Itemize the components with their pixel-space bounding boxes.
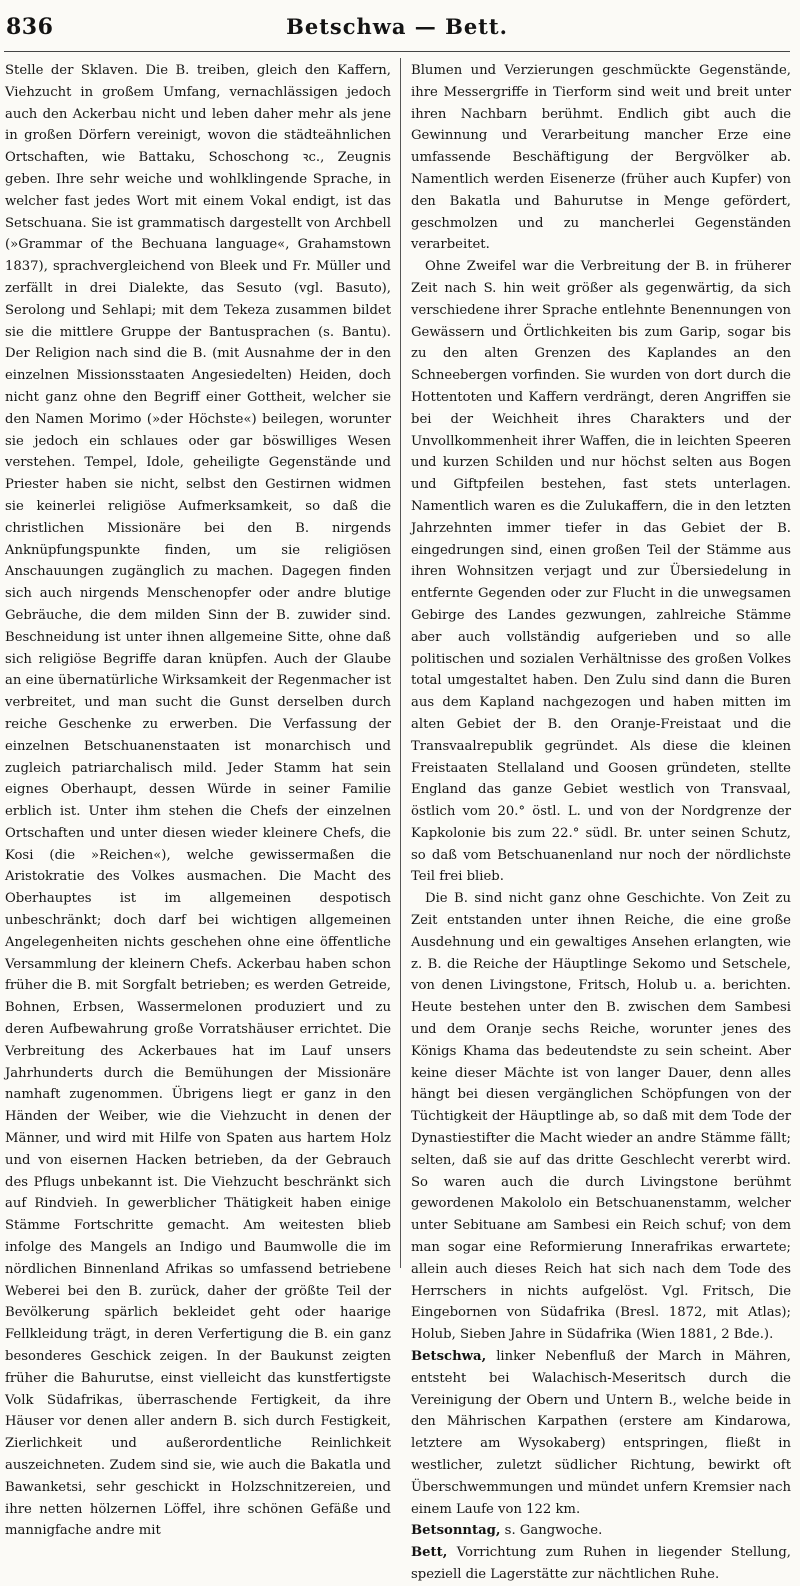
page-number: 836 (6, 14, 54, 40)
entry-text: linker Nebenfluß der March in Mähren, entsteht bei Walachisch-Meseritsch durch die Vereinigung der Obern und Untern B., welche beide in den Mährischen Karpathen (erstere am Kindarowa, letztere am Wysokaberg) entspringen, fließt in westlicher, zuletzt südlicher Richtung, bewirkt oft Überschwemmungen und mündet unfern Kremsier nach einem Laufe von 122 km. (411, 1349, 791, 1517)
paragraph: Stelle der Sklaven. Die B. treiben, gleich den Kaffern, Viehzucht in großem Umfang, vernachlässigen jedoch auch den Ackerbau nicht und leben daher mehr als jene in großen Dörfern vereinigt, wovon die städteähnlichen Ortschaften, wie Battaku, Schoschong ꝛc., Zeugnis geben. Ihre sehr weiche und wohlklingende Sprache, in welcher fast jedes Wort mit einem Vokal endigt, ist das Setschuana. Sie ist grammatisch dargestellt von Archbell (»Grammar of the Bechuana language«, Grahamstown 1837), sprachvergleichend von Bleek und Fr. Müller und zerfällt in drei Dialekte, das Sesuto (vgl. Basuto), Serolong und Sehlapi; mit dem Tekeza zusammen bildet sie die mittlere Gruppe der Bantusprachen (s. Bantu). Der Religion nach sind die B. (mit Ausnahme der in den einzelnen Missionsstaaten Angesiedelten) Heiden, doch nicht ganz ohne den Begriff einer Gottheit, welcher sie den Namen Morimo (»der Höchste«) beilegen, worunter sie jedoch ein schlaues oder gar böswilliges Wesen verstehen. Tempel, Idole, geheiligte Gegenstände und Priester haben sie nicht, selbst den Gestirnen widmen sie keinerlei religiöse Aufmerksamkeit, so daß die christlichen Missionäre bei den B. nirgends Anknüpfungspunkte finden, um sie religiösen Anschauungen zugänglich zu machen. Dagegen finden sich auch nirgends Menschenopfer oder andre blutige Gebräuche, die dem milden Sinn der B. zuwider sind. Beschneidung ist unter ihnen allgemeine Sitte, ohne daß sich religiöse Begriffe daran knüpfen. Auch der Glaube an eine übernatürliche Wirksamkeit der Regenmacher ist verbreitet, und man sucht die Gunst derselben durch reiche Geschenke zu erwerben. Die Verfassung der einzelnen Betschuanenstaaten ist monarchisch und zugleich patriarchalisch mild. Jeder Stamm hat sein eignes Oberhaupt, dessen Würde in seiner Familie erblich ist. Unter ihm stehen die Chefs der einzelnen Ortschaften und unter diesen wieder kleinere Chefs, die Kosi (die »Reichen«), welche gewissermaßen die Aristokratie des Volkes ausmachen. Die Macht des Oberhauptes ist im allgemeinen despotisch unbeschränkt; doch darf bei wichtigen allgemeinen Angelegenheiten nichts geschehen ohne eine öffentliche Versammlung der kleinern Chefs. Ackerbau haben schon früher die B. mit Sorgfalt betrieben; es werden Getreide, Bohnen, Erbsen, Wassermelonen produziert und zu deren Aufbewahrung große Vorratshäuser errichtet. Die Verbreitung des Ackerbaues hat im Lauf unsers Jahrhunderts durch die Bemühungen der Missionäre namhaft zugenommen. Übrigens liegt er ganz in den Händen der Weiber, wie die Viehzucht in denen der Männer, und wird mit Hilfe von Spaten aus hartem Holz und von eisernen Hacken betrieben, da der Gebrauch des Pflugs unbekannt ist. Die Viehzucht beschränkt sich auf Rindvieh. In gewerblicher Thätigkeit haben einige Stämme Fortschritte gemacht. Am weitesten blieb infolge des Mangels an Indigo und Baumwolle die im nördlichen Binnenland Afrikas so umfassend betriebene Weberei bei den B. zurück, daher der größte Teil der Bevölkerung spärlich bekleidet geht oder haarige Fellkleidung trägt, in deren Verfertigung die B. ein ganz besonderes Geschick zeigen. In der Baukunst zeigten früher die Bahurutse, einst vielleicht das kunstfertigste Volk Südafrikas, überraschende Fertigkeit, da ihre Häuser vor denen aller andern B. sich durch Festigkeit, Zierlichkeit und außerordentliche Reinlichkeit auszeichneten. Zudem sind sie, wie auch die Bakatla und Bawanketsi, sehr geschickt in Holzschnitzereien, und ihre netten hölzernen Löffel, ihre schönen Gefäße und mannigfache andre mit (5, 63, 391, 1539)
headword: Betsonntag, (411, 1523, 501, 1539)
left-column (5, 60, 391, 1539)
paragraph: Blumen und Verzierungen geschmückte Gegenstände, ihre Messergriffe in Tierform sind weit und breit unter ihren Nachbarn berühmt. Endlich gibt auch die Gewinnung und Verarbeitung mancher Erze eine umfassende Beschäftigung der Bergvölker ab. Namentlich werden Eisenerze (früher auch Kupfer) von den Bakatla und Bahurutse in Menge gefördert, geschmolzen und zu mancherlei Gegenständen verarbeitet. (411, 63, 791, 253)
header-rule (4, 51, 790, 52)
page-header (4, 10, 790, 44)
entry-text: s. Gangwoche. (500, 1523, 603, 1539)
right-column (411, 60, 791, 1582)
paragraph: Ohne Zweifel war die Verbreitung der B. in früherer Zeit nach S. hin weit größer als gegenwärtig, da sich verschiedene ihrer Sprache entlehnte Benennungen von Gewässern und Örtlichkeiten bis zum Garip, sogar bis zu den alten Grenzen des Kaplandes an den Schneebergen vorfinden. Sie wurden von dort durch die Hottentoten und Kaffern verdrängt, deren Angriffen sie bei der Weichheit ihres Charakters und der Unvollkommenheit ihrer Waffen, die in leichten Speeren und kurzen Schilden und nur höchst selten aus Bogen und Giftpfeilen bestehen, fast stets unterlagen. Namentlich waren es die Zulukaffern, die in den letzten Jahrzehnten immer tiefer in das Gebiet der B. eingedrungen sind, einen großen Teil der Stämme aus ihren Wohnsitzen verjagt und zur Übersiedelung in entfernte Gegenden oder zur Flucht in die unwegsamen Gebirge des Landes gezwungen, zahlreiche Stämme aber auch vollständig aufgerieben und so alle politischen und sozialen Verhältnisse des großen Volkes total umgestaltet haben. Den Zulu sind dann die Buren aus dem Kapland nachgezogen und haben mitten im alten Gebiet der B. den Oranje-Freistaat und die Transvaalrepublik gegründet. Als diese die kleinen Freistaaten Stellaland und Goosen gründeten, stellte England das ganze Gebiet westlich von Transvaal, östlich vom 20.° östl. L. und von der Nordgrenze der Kapkolonie bis zum 22.° südl. Br. unter seinen Schutz, so daß vom Betschuanenland nur noch der nördlichste Teil frei blieb. (411, 259, 791, 885)
headword: Bett, (411, 1545, 448, 1561)
paragraph: Die B. sind nicht ganz ohne Geschichte. Von Zeit zu Zeit entstanden unter ihnen Reiche, die eine große Ausdehnung und ein gewaltiges Ansehen erlangten, wie z. B. die Reiche der Häuptlinge Sekomo und Setschele, von denen Livingstone, Fritsch, Holub u. a. berichten. Heute bestehen unter den B. zwischen dem Sambesi und dem Oranje sechs Reiche, worunter jenes des Königs Khama das bedeutendste zu sein scheint. Aber keine dieser Mächte ist von langer Dauer, denn alles hängt bei diesen vergänglichen Schöpfungen von der Tüchtigkeit der Häuptlinge ab, so daß mit dem Tode der Dynastiestifter die Macht wieder an andre Stämme fällt; selten, daß sie auf das dritte Geschlecht vererbt wird. So waren auch die durch Livingstone berühmt gewordenen Makololo ein Betschuanenstamm, welcher unter Sebituane am Sambesi ein Reich schuf; von dem man sogar eine Reformierung Innerafrikas erwartete; allein auch dieses Reich hat sich nach dem Tode des Herrschers in nichts aufgelöst. Vgl. Fritsch, Die Eingebornen von Südafrika (Bresl. 1872, mit Atlas); Holub, Sieben Jahre in Südafrika (Wien 1881, 2 Bde.). (411, 891, 791, 1343)
page-title: Betschwa — Bett. (286, 14, 508, 39)
entry-bett (411, 1542, 791, 1586)
entry-betsonntag (411, 1520, 791, 1542)
entry-betschwa (411, 1346, 791, 1520)
entry-text: Vorrichtung zum Ruhen in liegender Stellung, speziell die Lagerstätte zur nächtlichen Ruhe. (411, 1545, 791, 1582)
headword: Betschwa, (411, 1349, 487, 1365)
column-divider (400, 58, 401, 1268)
